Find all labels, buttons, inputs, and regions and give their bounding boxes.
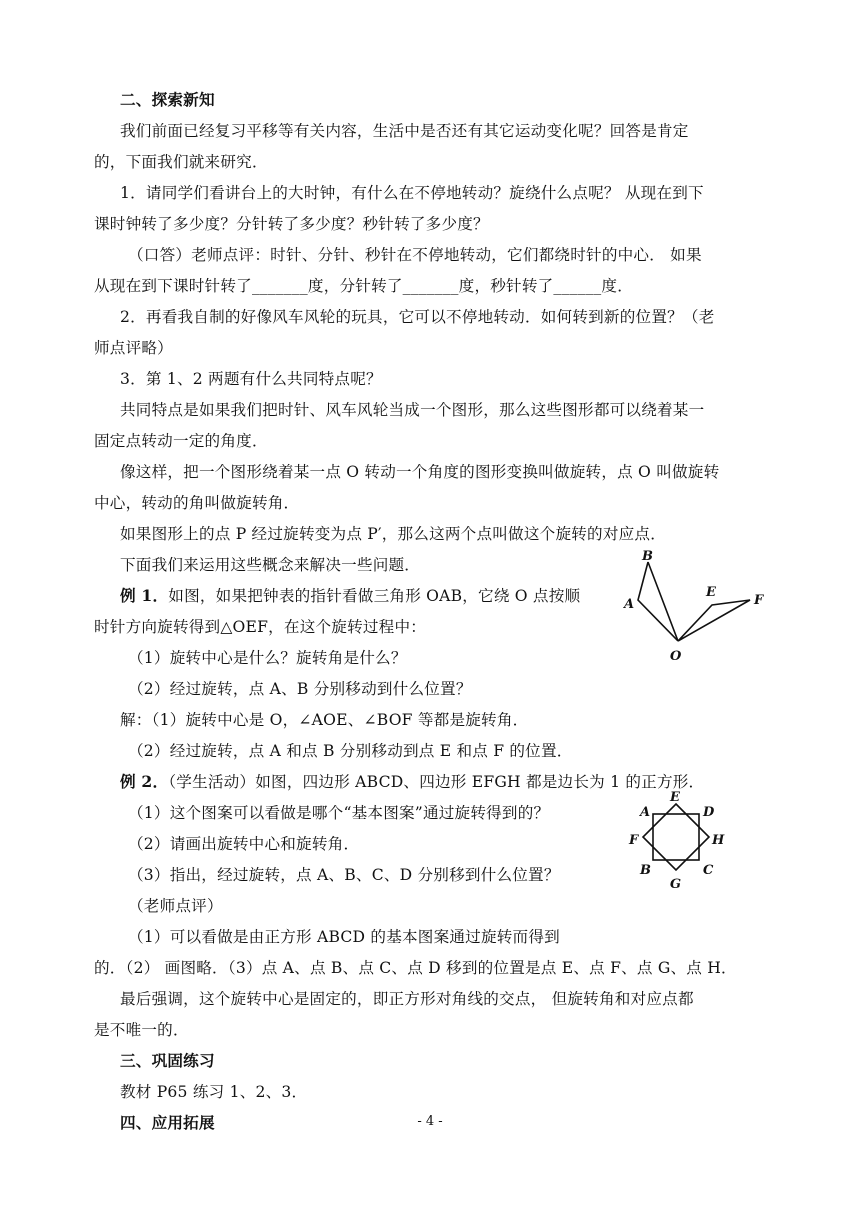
line-text: （2）经过旋转，点 A 和点 B 分别移动到点 E 和点 F 的位置． xyxy=(128,742,573,760)
bold-heading: 四、应用拓展 xyxy=(120,1113,215,1132)
text-line xyxy=(128,834,359,854)
line-text: 的．（2） 画图略．（3）点 A、点 B、点 C、点 D 移到的位置是点 E、点 F、点 G、点 H． xyxy=(94,959,737,977)
line-text: （1）旋转中心是什么？旋转角是什么？ xyxy=(128,649,407,667)
page-number: - 4 - xyxy=(417,1114,443,1129)
label-b: B xyxy=(642,549,653,564)
text-line xyxy=(120,772,704,792)
text-line xyxy=(94,431,268,451)
text-line xyxy=(128,741,573,761)
text-line xyxy=(120,555,420,575)
label-a: A xyxy=(640,805,651,820)
bold-heading: 例 1． xyxy=(120,586,169,605)
line-text: 3．第 1、2 两题有什么共同特点呢？ xyxy=(120,370,382,388)
label-b: B xyxy=(640,863,651,878)
line-text: 从现在到下课时针转了_______度，分针转了_______度，秒针转了______度． xyxy=(94,277,633,295)
figure-rotation-triangles xyxy=(600,548,780,668)
text-line xyxy=(94,493,299,513)
line-text: 如图，如果把钟表的指针看做三角形 OAB，它绕 O 点按顺 xyxy=(168,587,581,605)
line-text: 教材 P65 练习 1、2、3． xyxy=(120,1083,308,1101)
label-e: E xyxy=(706,585,716,600)
line-text: 是不唯一的． xyxy=(94,1021,189,1039)
text-line xyxy=(128,245,702,265)
line-text: 师点评略） xyxy=(94,339,173,357)
text-line xyxy=(94,152,268,172)
text-line xyxy=(128,927,560,947)
line-text: 下面我们来运用这些概念来解决一些问题． xyxy=(120,556,421,574)
line-text: 共同特点是如果我们把时针、风车风轮当成一个图形，那么这些图形都可以绕着某一 xyxy=(120,401,705,419)
text-line xyxy=(128,865,560,885)
label-g: G xyxy=(670,877,682,892)
line-text: 2．再看我自制的好像风车风轮的玩具，它可以不停地转动．如何转到新的位置？（老 xyxy=(120,308,715,326)
label-o: O xyxy=(670,649,682,664)
bold-heading: 二、探索新知 xyxy=(120,90,215,109)
text-line xyxy=(94,617,426,637)
text-line xyxy=(128,648,407,668)
text-line xyxy=(94,1020,189,1040)
label-h: H xyxy=(712,833,725,848)
line-text: （口答）老师点评：时针、分针、秒针在不停地转动，它们都绕时针的中心． 如果 xyxy=(128,246,702,264)
text-line xyxy=(120,183,704,203)
line-text: （1）可以看做是由正方形 ABCD 的基本图案通过旋转而得到 xyxy=(128,928,560,946)
line-text: （学生活动）如图，四边形 ABCD、四边形 EFGH 都是边长为 1 的正方形． xyxy=(168,773,705,791)
line-text: 如果图形上的点 P 经过旋转变为点 P′，那么这两个点叫做这个旋转的对应点． xyxy=(120,525,666,543)
line-text: 我们前面已经复习平移等有关内容，生活中是否还有其它运动变化呢？回答是肯定 xyxy=(120,122,689,140)
line-text: （1）这个图案可以看做是哪个“基本图案”通过旋转得到的？ xyxy=(128,804,550,822)
text-line xyxy=(120,1051,215,1071)
label-c: C xyxy=(703,863,714,878)
triangle-oef xyxy=(678,600,750,641)
label-f: F xyxy=(754,593,764,608)
label-d: D xyxy=(703,805,715,820)
text-line xyxy=(94,958,737,978)
line-text: 1．请同学们看讲台上的大时钟，有什么在不停地转动？旋绕什么点呢？ 从现在到下 xyxy=(120,184,704,202)
text-line xyxy=(120,710,528,730)
bold-heading: 例 2． xyxy=(120,772,169,791)
text-line xyxy=(120,462,719,482)
line-text: 固定点转动一定的角度． xyxy=(94,432,268,450)
line-text: 的，下面我们就来研究． xyxy=(94,153,268,171)
text-line xyxy=(94,338,173,358)
text-line xyxy=(120,121,689,141)
text-line xyxy=(120,586,580,606)
label-f: F xyxy=(629,833,639,848)
figure-two-squares xyxy=(628,788,738,898)
line-text: 中心，转动的角叫做旋转角． xyxy=(94,494,300,512)
line-text: 像这样，把一个图形绕着某一点 O 转动一个角度的图形变换叫做旋转，点 O 叫做旋转 xyxy=(120,463,720,481)
text-line xyxy=(120,1082,307,1102)
line-text: （老师点评） xyxy=(128,897,223,915)
line-text: （2）请画出旋转中心和旋转角． xyxy=(128,835,360,853)
text-line xyxy=(94,214,489,234)
text-line xyxy=(120,307,715,327)
label-e: E xyxy=(670,790,680,805)
triangle-oab xyxy=(638,562,678,641)
line-text: （2）经过旋转，点 A、B 分别移动到什么位置？ xyxy=(128,680,472,698)
line-text: 课时钟转了多少度？分针转了多少度？秒针转了多少度？ xyxy=(94,215,489,233)
text-line xyxy=(120,524,666,544)
line-text: 最后强调，这个旋转中心是固定的，即正方形对角线的交点， 但旋转角和对应点都 xyxy=(120,990,694,1008)
label-a: A xyxy=(624,597,635,612)
line-text: 时针方向旋转得到△OEF，在这个旋转过程中： xyxy=(94,618,427,636)
line-text: 解：（1）旋转中心是 O，∠AOE、∠BOF 等都是旋转角． xyxy=(120,711,529,729)
text-line xyxy=(120,400,704,420)
text-line xyxy=(120,369,382,389)
text-line xyxy=(120,989,694,1009)
line-text: （3）指出，经过旋转，点 A、B、C、D 分别移到什么位置？ xyxy=(128,866,560,884)
text-line xyxy=(128,679,472,699)
text-line xyxy=(128,896,223,916)
text-line xyxy=(120,90,215,110)
bold-heading: 三、巩固练习 xyxy=(120,1051,215,1070)
text-line xyxy=(128,803,549,823)
text-line xyxy=(94,276,633,296)
